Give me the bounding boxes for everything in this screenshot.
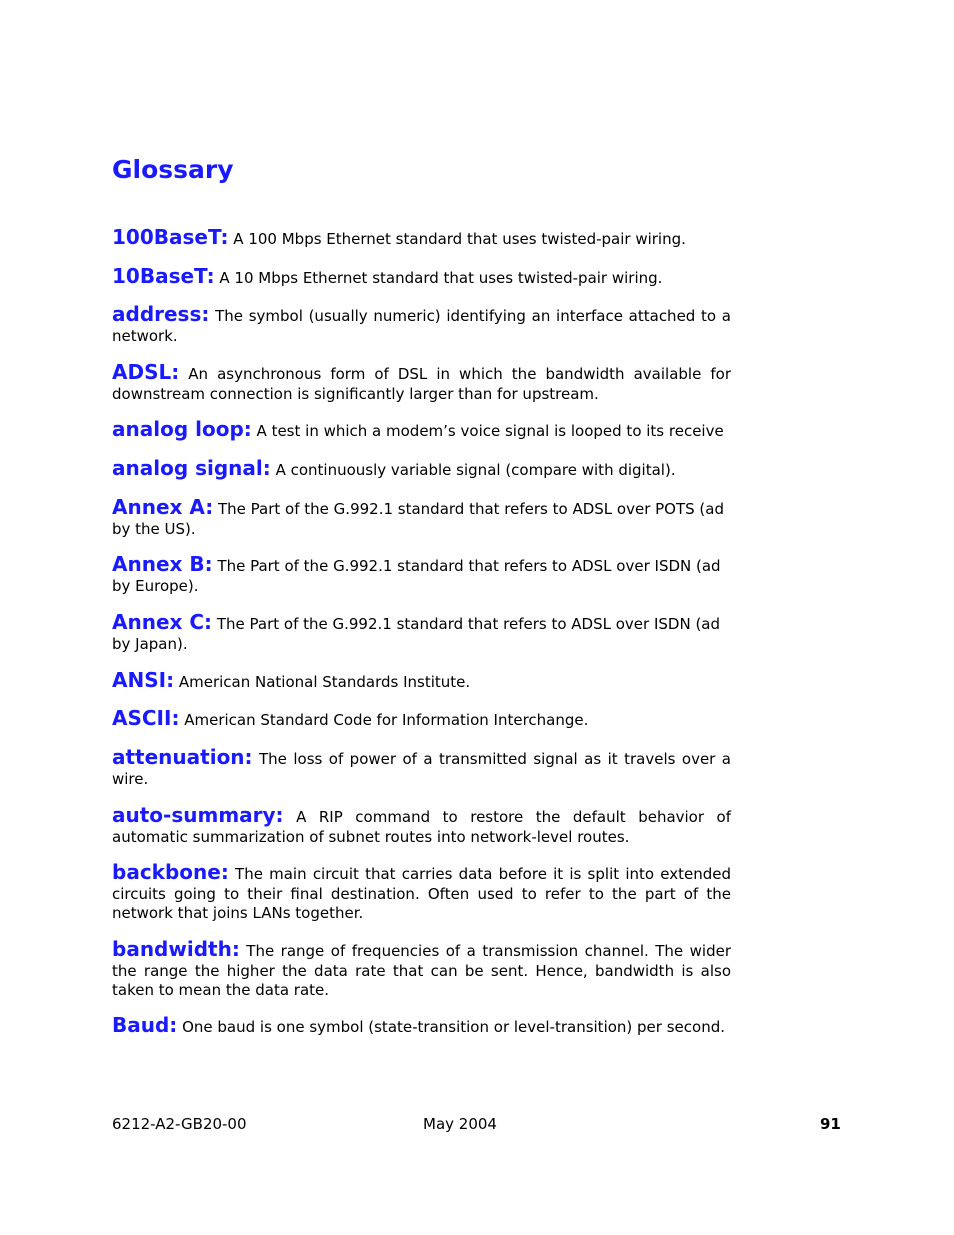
- glossary-definition: A continuously variable signal (compare with digital).: [275, 461, 676, 479]
- glossary-entry: [112, 706, 731, 731]
- footer-page-number: 91: [820, 1115, 841, 1133]
- glossary-entry: [112, 613, 740, 654]
- glossary-term: ADSL:: [112, 360, 180, 384]
- glossary-term: 10BaseT:: [112, 264, 215, 288]
- glossary-entry: [112, 264, 731, 289]
- glossary-definition: American Standard Code for Information Interchange.: [184, 711, 589, 729]
- glossary-entry: [112, 302, 731, 346]
- glossary-entry: [112, 360, 731, 404]
- glossary-entry: [112, 745, 731, 789]
- glossary-term: ASCII:: [112, 706, 180, 730]
- glossary-entry: [112, 937, 731, 1001]
- glossary-term: analog signal:: [112, 456, 271, 480]
- glossary-term: auto-summary:: [112, 803, 284, 827]
- glossary-definition: An asynchronous form of DSL in which the bandwidth available for downstream connection is significantly larger than for upstream.: [112, 365, 731, 403]
- glossary-entry: [112, 668, 731, 693]
- glossary-definition: The Part of the G.992.1 standard that refers to ADSL over POTS (ad: [218, 500, 725, 518]
- glossary-definition: A test in which a modem’s voice signal is looped to its receive: [256, 422, 724, 440]
- glossary-entry: [112, 1013, 731, 1038]
- glossary-entry: [112, 456, 731, 481]
- glossary-entry: [112, 420, 740, 442]
- glossary-term: address:: [112, 302, 210, 326]
- glossary-term: Annex A:: [112, 498, 214, 519]
- footer-doc-number: 6212-A2-GB20-00: [112, 1115, 247, 1133]
- glossary-entry: [112, 498, 740, 539]
- glossary-term: Annex C:: [112, 613, 213, 634]
- glossary-term: analog loop:: [112, 420, 252, 441]
- glossary-definition: The loss of power of a transmitted signal as it travels over a wire.: [112, 750, 731, 788]
- glossary-definition: The range of frequencies of a transmission channel. The wider the range the higher the data rate that can be sent. Hence, bandwidth is also taken to mean the data rate.: [112, 942, 731, 999]
- glossary-definition: The Part of the G.992.1 standard that refers to ADSL over ISDN (ad: [216, 615, 721, 633]
- glossary-entry: [112, 803, 731, 847]
- glossary-term: ANSI:: [112, 668, 175, 692]
- glossary-term: Annex B:: [112, 555, 213, 576]
- glossary-definition: A 100 Mbps Ethernet standard that uses twisted-pair wiring.: [233, 230, 686, 248]
- glossary-definition: The main circuit that carries data before it is split into extended circuits going to their final destination. Often used to refer to the part of the network that joins LANs together.: [112, 865, 731, 922]
- glossary-definition: One baud is one symbol (state-transition or level-transition) per second.: [182, 1018, 725, 1036]
- glossary-entry: [112, 860, 731, 924]
- glossary-definition: A 10 Mbps Ethernet standard that uses twisted-pair wiring.: [219, 269, 663, 287]
- glossary-definition-continued: by Europe).: [112, 576, 199, 595]
- glossary-definition-continued: by the US).: [112, 519, 196, 538]
- glossary-definition: A RIP command to restore the default behavior of automatic summarization of subnet routes into network-level routes.: [112, 808, 731, 846]
- glossary-term: 100BaseT:: [112, 225, 229, 249]
- page-title: Glossary: [112, 155, 234, 184]
- glossary-term: Baud:: [112, 1013, 178, 1037]
- glossary-term: backbone:: [112, 860, 229, 884]
- glossary-entry: [112, 225, 731, 250]
- footer-date: May 2004: [423, 1115, 497, 1133]
- glossary-definition-continued: by Japan).: [112, 634, 188, 653]
- glossary-definition: American National Standards Institute.: [178, 673, 471, 691]
- glossary-entry: [112, 555, 740, 596]
- glossary-term: bandwidth:: [112, 937, 240, 961]
- glossary-definition: The symbol (usually numeric) identifying an interface attached to a network.: [112, 307, 731, 345]
- glossary-definition: The Part of the G.992.1 standard that refers to ADSL over ISDN (ad: [217, 557, 721, 575]
- glossary-term: attenuation:: [112, 745, 253, 769]
